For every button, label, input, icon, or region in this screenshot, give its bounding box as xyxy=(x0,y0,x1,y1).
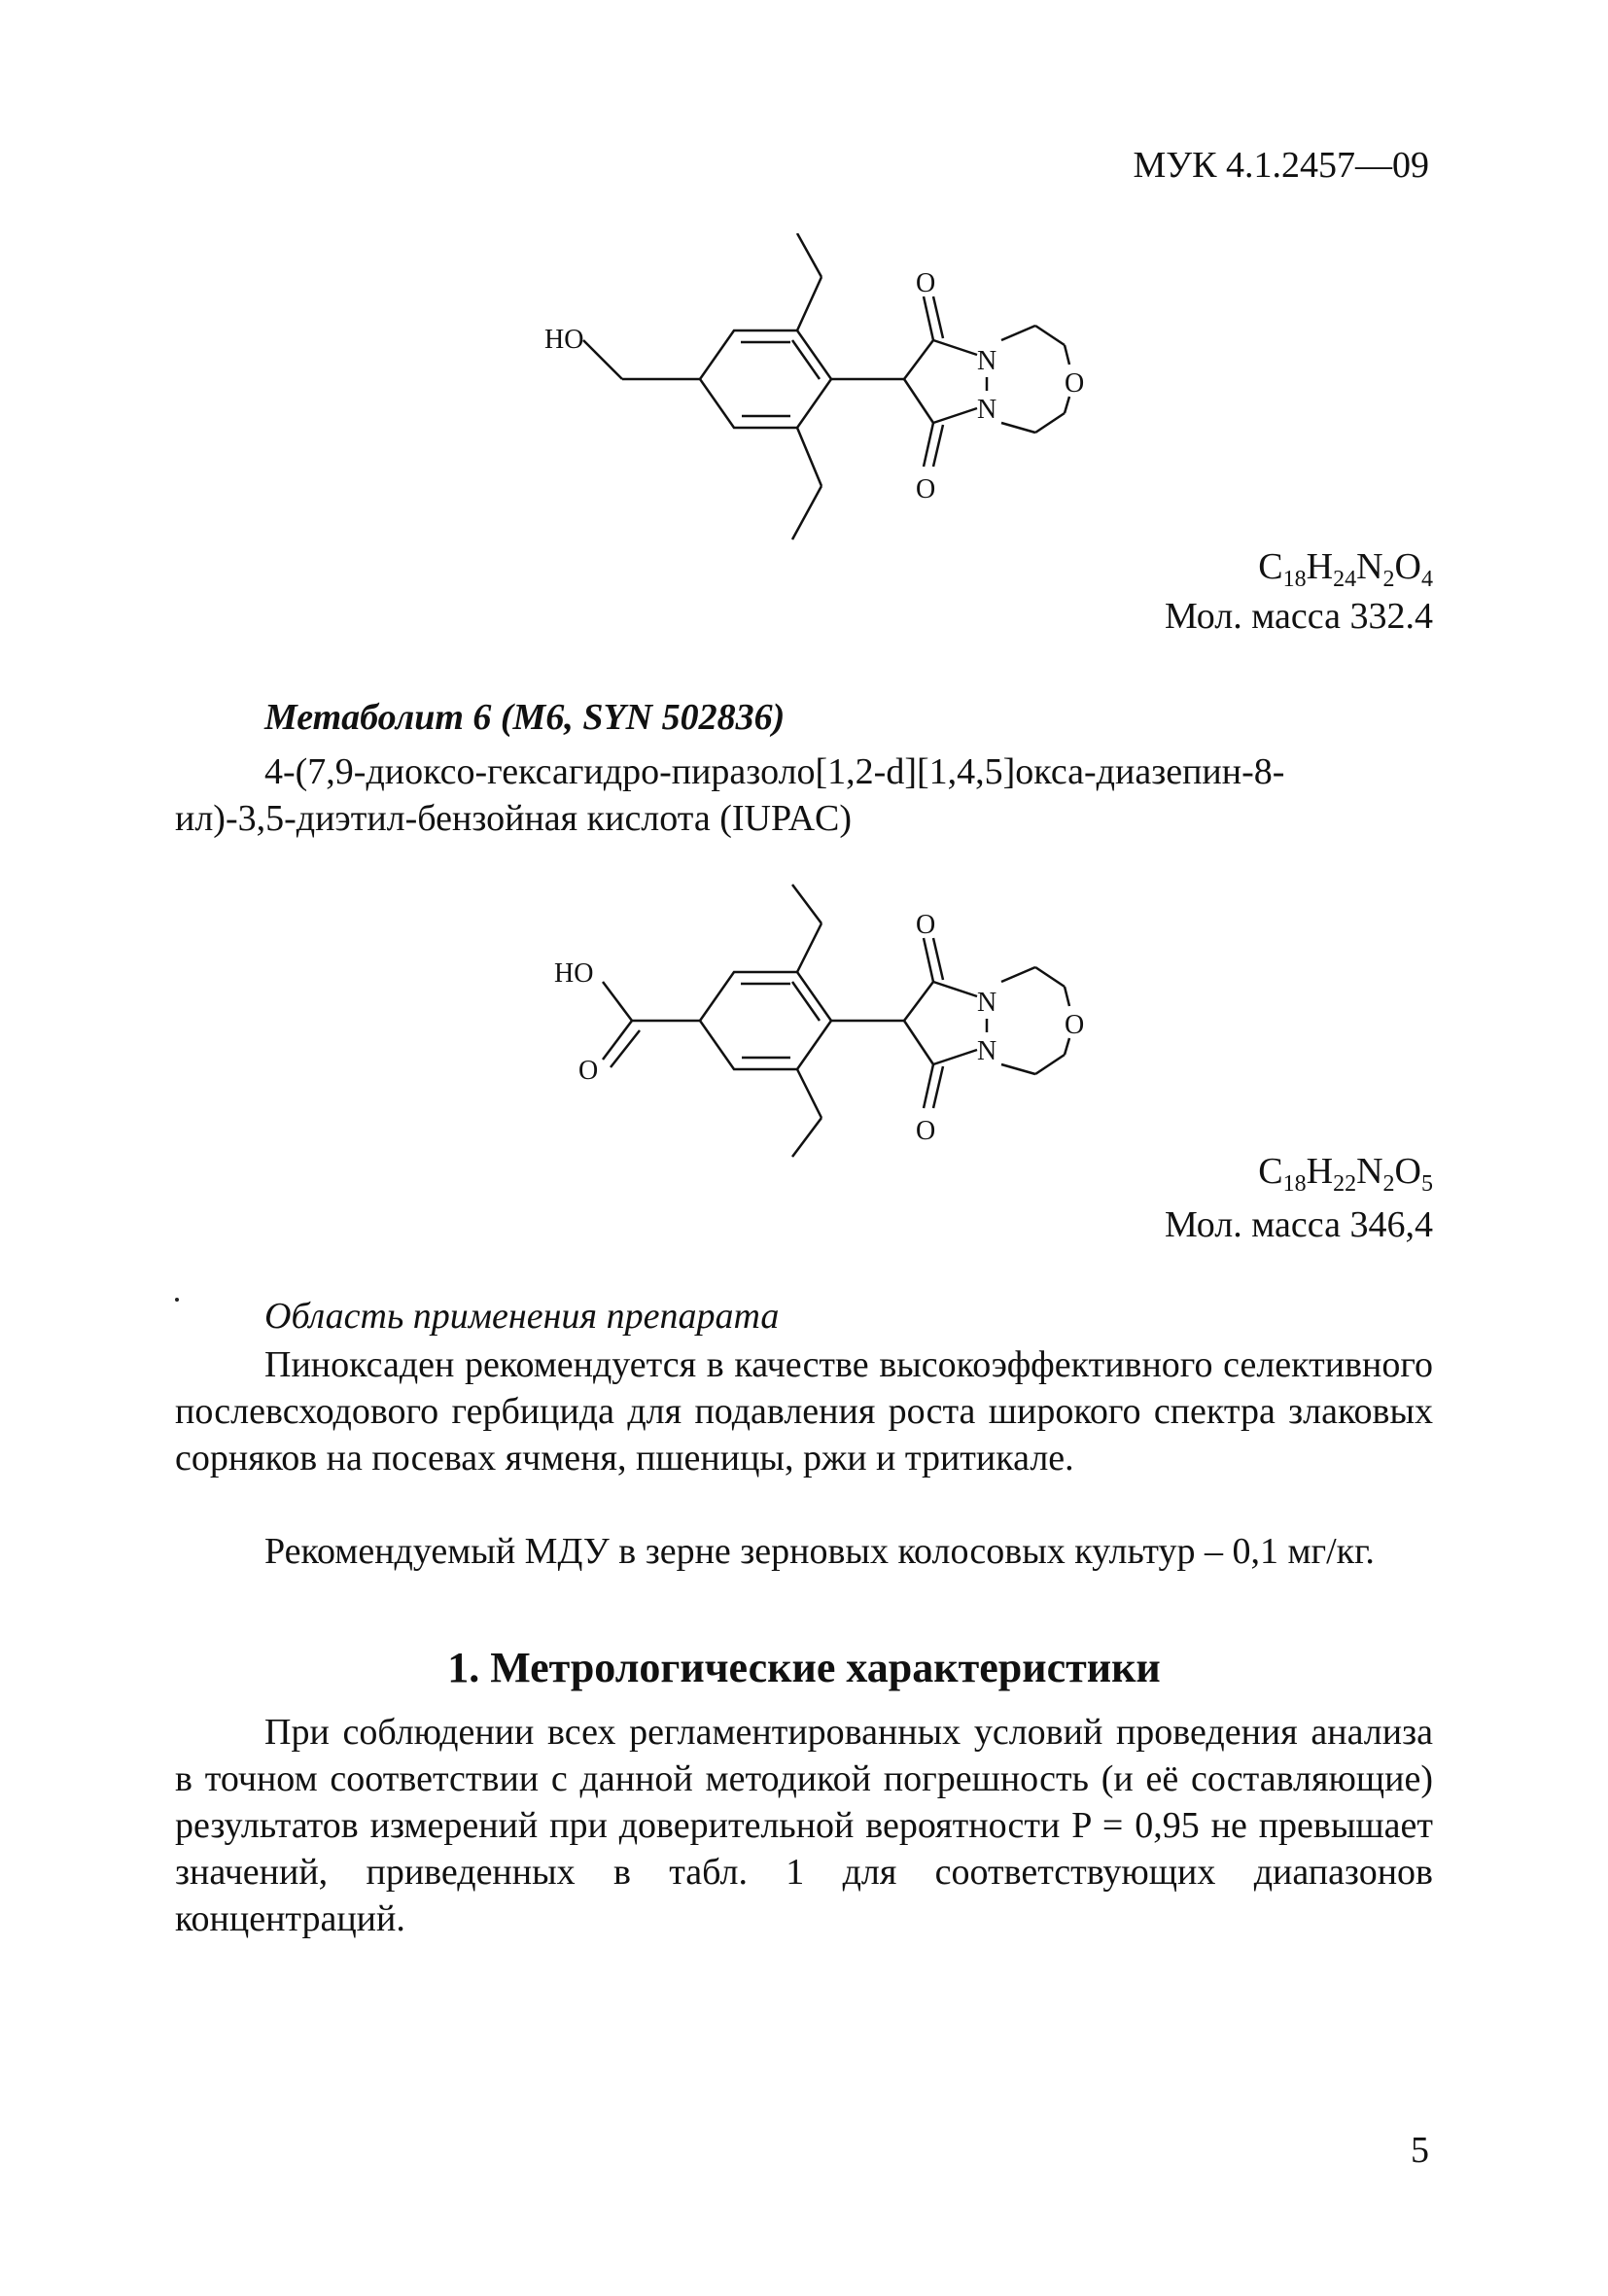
page-number: 5 xyxy=(1411,2130,1429,2171)
oxygen-bottom-label: O xyxy=(916,474,936,504)
document-code: МУК 4.1.2457—09 xyxy=(1133,145,1429,186)
nitrogen-top-label: N xyxy=(977,346,997,376)
ring-oxygen-label: O xyxy=(1065,1010,1085,1040)
chemical-structure-1 xyxy=(525,233,1108,544)
chemical-structure-2 xyxy=(525,875,1108,1166)
nitrogen-bottom-label: N xyxy=(977,1036,997,1066)
application-paragraph-1: Пиноксаден рекомендуется в качестве высокоэффективного селективного послевсходового гербицида для подавления роста широкого спектра злаковых сорняков на посевах ячменя, пшеницы, ржи и тритикале. xyxy=(175,1344,1433,1478)
nitrogen-bottom-label: N xyxy=(977,395,997,425)
scan-speck xyxy=(175,1298,179,1302)
iupac-name-line-2: ил)-3,5-диэтил-бензойная кислота (IUPAC) xyxy=(175,798,853,839)
molar-mass-2: Мол. масса 346,4 xyxy=(1164,1204,1433,1245)
metabolite-6-title: Метаболит 6 (М6, SYN 502836) xyxy=(264,697,786,738)
section-1-paragraph: При соблюдении всех регламентированных условий проведения анализа в точном соответствии с данной методикой погрешность (и её составляющие) результатов измерений при доверительной вероятности P = 0,95 не превышает значений, приведенных в табл. 1 для соответствующих диапазонов концентраций. xyxy=(175,1712,1433,1939)
acid-hydroxyl-label: HO xyxy=(554,958,594,989)
nitrogen-top-label: N xyxy=(977,988,997,1018)
acid-oxygen-label: O xyxy=(578,1056,599,1086)
application-title: Область применения препарата xyxy=(264,1296,780,1337)
ring-oxygen-label: O xyxy=(1065,368,1085,399)
oxygen-top-label: O xyxy=(916,910,936,940)
formula-2: $C_{18}H_{22}N_2O_5$ xyxy=(1258,1151,1433,1197)
application-paragraph-2: Рекомендуемый МДУ в зерне зерновых колосовых культур – 0,1 мг/кг. xyxy=(264,1531,1375,1572)
molar-mass-1: Мол. масса 332.4 xyxy=(1164,596,1433,637)
oxygen-top-label: O xyxy=(916,268,936,298)
formula-1: $C_{18}H_{24}N_2O_4$ xyxy=(1258,546,1433,592)
section-1-title: 1. Метрологические характеристики xyxy=(447,1644,1161,1691)
hydroxyl-label: HO xyxy=(544,325,584,355)
oxygen-bottom-label: O xyxy=(916,1116,936,1146)
iupac-name-line-1: 4-(7,9-диоксо-гексагидро-пиразоло[1,2-d][1,4,5]окса-диазепин-8- xyxy=(264,751,1285,792)
